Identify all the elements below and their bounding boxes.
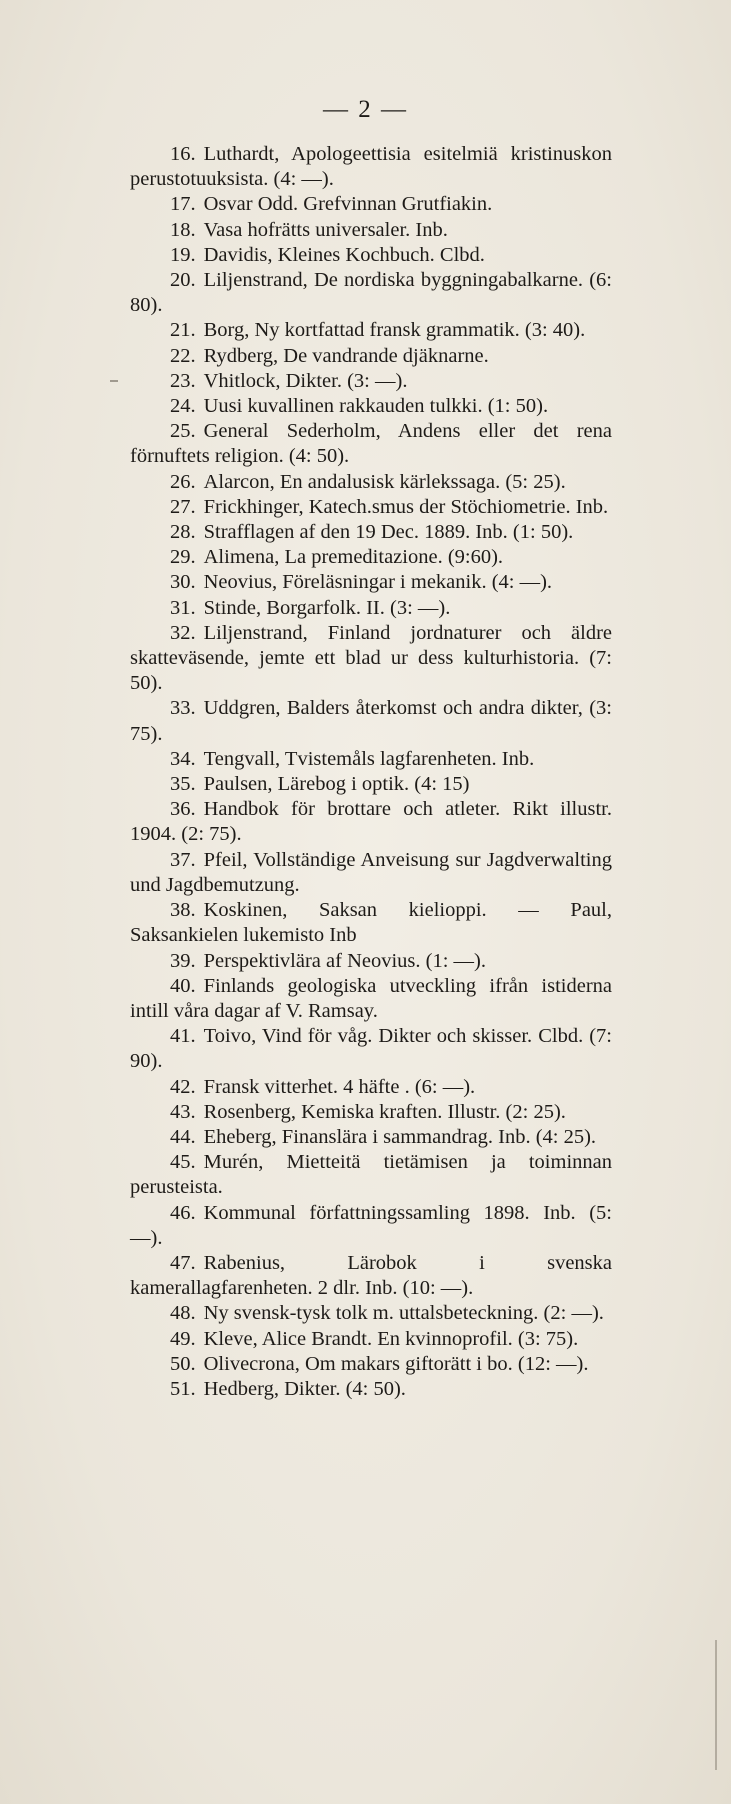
entry-number: 47. bbox=[170, 1251, 196, 1274]
catalog-entry bbox=[130, 949, 612, 974]
margin-mark bbox=[110, 380, 118, 382]
catalog-entry bbox=[130, 1327, 612, 1352]
catalog-entry bbox=[130, 1075, 612, 1100]
catalog-entry bbox=[130, 470, 612, 495]
catalog-entry bbox=[130, 570, 612, 595]
catalog-entry bbox=[130, 1125, 612, 1150]
catalog-entry bbox=[130, 974, 612, 1024]
catalog-entry bbox=[130, 797, 612, 847]
entry-text: Murén, Mietteitä tietämisen ja toiminnan perusteista. bbox=[130, 1151, 612, 1199]
entry-text: Rabenius, Lärobok i svenska kamerallagfarenheten. 2 dlr. Inb. (10: —). bbox=[130, 1251, 612, 1300]
entry-text: Finlands geologiska utveckling ifrån istiderna intill våra dagar af V. Ramsay. bbox=[130, 974, 612, 1022]
catalog-entry bbox=[130, 218, 612, 243]
entry-number: 38. bbox=[170, 899, 196, 922]
entry-number: 36. bbox=[170, 798, 196, 821]
entry-text: General Sederholm, Andens eller det rena förnuftets religion. (4: 50). bbox=[130, 420, 612, 468]
entry-text: Borg, Ny kortfattad fransk grammatik. (3: 40). bbox=[203, 319, 586, 342]
catalog-entry bbox=[130, 369, 612, 394]
entry-text: Vhitlock, Dikter. (3: —). bbox=[203, 369, 408, 392]
catalog-entry bbox=[130, 1352, 612, 1377]
entry-text: Perspektivlära af Neovius. (1: —). bbox=[203, 949, 486, 972]
catalog-entry bbox=[130, 268, 612, 318]
catalog-entry bbox=[130, 747, 612, 772]
entry-text: Fransk vitterhet. 4 häfte . (6: —). bbox=[203, 1075, 476, 1098]
entry-number: 24. bbox=[170, 395, 196, 418]
catalog-entry bbox=[130, 596, 612, 621]
entry-number: 34. bbox=[170, 747, 196, 770]
catalog-entry bbox=[130, 1377, 612, 1402]
entry-text: Pfeil, Vollständige Anveisung sur Jagdverwalting und Jagdbemutzung. bbox=[130, 848, 612, 896]
catalog-entry bbox=[130, 621, 612, 697]
entry-number: 32. bbox=[170, 621, 196, 644]
catalog-entry bbox=[130, 192, 612, 217]
entry-number: 45. bbox=[170, 1151, 196, 1174]
catalog-entry bbox=[130, 419, 612, 469]
entry-text: Strafflagen af den 19 Dec. 1889. Inb. (1: 50). bbox=[203, 521, 574, 544]
catalog-entry bbox=[130, 1150, 612, 1200]
catalog-entry bbox=[130, 1301, 612, 1326]
catalog-entry bbox=[130, 696, 612, 746]
entry-text: Tengvall, Tvistemåls lagfarenheten. Inb. bbox=[203, 747, 535, 770]
catalog-entry bbox=[130, 344, 612, 369]
catalog-entry bbox=[130, 142, 612, 192]
entry-text: Alimena, La premeditazione. (9:60). bbox=[203, 546, 504, 569]
catalog-entry bbox=[130, 1024, 612, 1074]
catalog-entry bbox=[130, 1201, 612, 1251]
entry-text: Frickhinger, Katech.smus der Stöchiometrie. Inb. bbox=[203, 495, 609, 518]
entry-text: Rydberg, De vandrande djäknarne. bbox=[203, 344, 489, 367]
catalog-entry bbox=[130, 495, 612, 520]
entry-number: 21. bbox=[170, 319, 196, 342]
entry-number: 43. bbox=[170, 1100, 196, 1123]
entry-text: Toivo, Vind för våg. Dikter och skisser. Clbd. (7: 90). bbox=[130, 1025, 612, 1073]
entry-number: 51. bbox=[170, 1377, 196, 1400]
entry-text: Kommunal författningssamling 1898. Inb. (5: —). bbox=[130, 1201, 612, 1249]
entry-text: Neovius, Föreläsningar i mekanik. (4: —). bbox=[203, 571, 553, 594]
entry-text: Alarcon, En andalusisk kärlekssaga. (5: 25). bbox=[203, 470, 566, 493]
entry-text: Osvar Odd. Grefvinnan Grutfiakin. bbox=[203, 193, 493, 216]
entry-text: Davidis, Kleines Kochbuch. Clbd. bbox=[203, 243, 485, 266]
catalog-entry bbox=[130, 520, 612, 545]
catalog-entry bbox=[130, 1251, 612, 1301]
entry-number: 25. bbox=[170, 420, 196, 443]
entry-text: Handbok för brottare och atleter. Rikt illustr. 1904. (2: 75). bbox=[130, 798, 612, 846]
catalog-entry bbox=[130, 318, 612, 343]
entry-text: Olivecrona, Om makars giftorätt i bo. (12: —). bbox=[203, 1352, 589, 1375]
entry-text: Paulsen, Lärebog i optik. (4: 15) bbox=[203, 773, 470, 796]
entry-number: 16. bbox=[170, 143, 196, 165]
entry-number: 28. bbox=[170, 521, 196, 544]
entry-number: 42. bbox=[170, 1075, 196, 1098]
entry-number: 31. bbox=[170, 596, 196, 619]
entry-text: Hedberg, Dikter. (4: 50). bbox=[203, 1377, 406, 1400]
entry-number: 33. bbox=[170, 697, 196, 720]
edge-mark bbox=[715, 1640, 717, 1770]
entry-text: Kleve, Alice Brandt. En kvinnoprofil. (3: 75). bbox=[203, 1327, 579, 1350]
entry-text: Ny svensk-tysk tolk m. uttalsbeteckning. (2: —). bbox=[203, 1302, 604, 1325]
entry-number: 27. bbox=[170, 495, 196, 518]
entry-number: 23. bbox=[170, 369, 196, 392]
entry-number: 50. bbox=[170, 1352, 196, 1375]
entry-number: 20. bbox=[170, 269, 196, 292]
entry-number: 22. bbox=[170, 344, 196, 367]
entry-number: 48. bbox=[170, 1302, 196, 1325]
catalog-entry bbox=[130, 394, 612, 419]
catalog-entry bbox=[130, 243, 612, 268]
entry-number: 35. bbox=[170, 773, 196, 796]
entry-text: Uddgren, Balders återkomst och andra dikter, (3: 75). bbox=[130, 697, 612, 745]
entry-number: 17. bbox=[170, 193, 196, 216]
page-number: — 2 — bbox=[323, 96, 408, 123]
entry-text: Koskinen, Saksan kielioppi. — Paul, Saksankielen lukemisto Inb bbox=[130, 899, 612, 947]
catalog-entry bbox=[130, 898, 612, 948]
catalog-list bbox=[130, 142, 612, 1402]
catalog-entry bbox=[130, 848, 612, 898]
entry-text: Uusi kuvallinen rakkauden tulkki. (1: 50). bbox=[203, 395, 549, 418]
entry-text: Vasa hofrätts universaler. Inb. bbox=[203, 218, 448, 241]
entry-number: 30. bbox=[170, 571, 196, 594]
entry-text: Stinde, Borgarfolk. II. (3: —). bbox=[203, 596, 451, 619]
entry-number: 44. bbox=[170, 1125, 196, 1148]
catalog-entry bbox=[130, 545, 612, 570]
entry-number: 40. bbox=[170, 974, 196, 997]
entry-text: Rosenberg, Kemiska kraften. Illustr. (2: 25). bbox=[203, 1100, 566, 1123]
entry-number: 26. bbox=[170, 470, 196, 493]
catalog-entry bbox=[130, 1100, 612, 1125]
entry-number: 29. bbox=[170, 546, 196, 569]
entry-number: 46. bbox=[170, 1201, 196, 1224]
entry-number: 18. bbox=[170, 218, 196, 241]
catalog-entry bbox=[130, 772, 612, 797]
entry-text: Luthardt, Apologeettisia esitelmiä kristinuskon perustotuuksista. (4: —). bbox=[130, 143, 612, 191]
entry-text: Eheberg, Finanslära i sammandrag. Inb. (4: 25). bbox=[203, 1125, 597, 1148]
entry-text: Liljenstrand, De nordiska byggningabalkarne. (6: 80). bbox=[130, 269, 612, 317]
entry-number: 39. bbox=[170, 949, 196, 972]
entry-number: 19. bbox=[170, 243, 196, 266]
entry-number: 41. bbox=[170, 1025, 196, 1048]
entry-number: 37. bbox=[170, 848, 196, 871]
entry-text: Liljenstrand, Finland jordnaturer och äldre skatteväsende, jemte ett blad ur dess kulturhistoria. (7: 50). bbox=[130, 621, 612, 695]
entry-number: 49. bbox=[170, 1327, 196, 1350]
